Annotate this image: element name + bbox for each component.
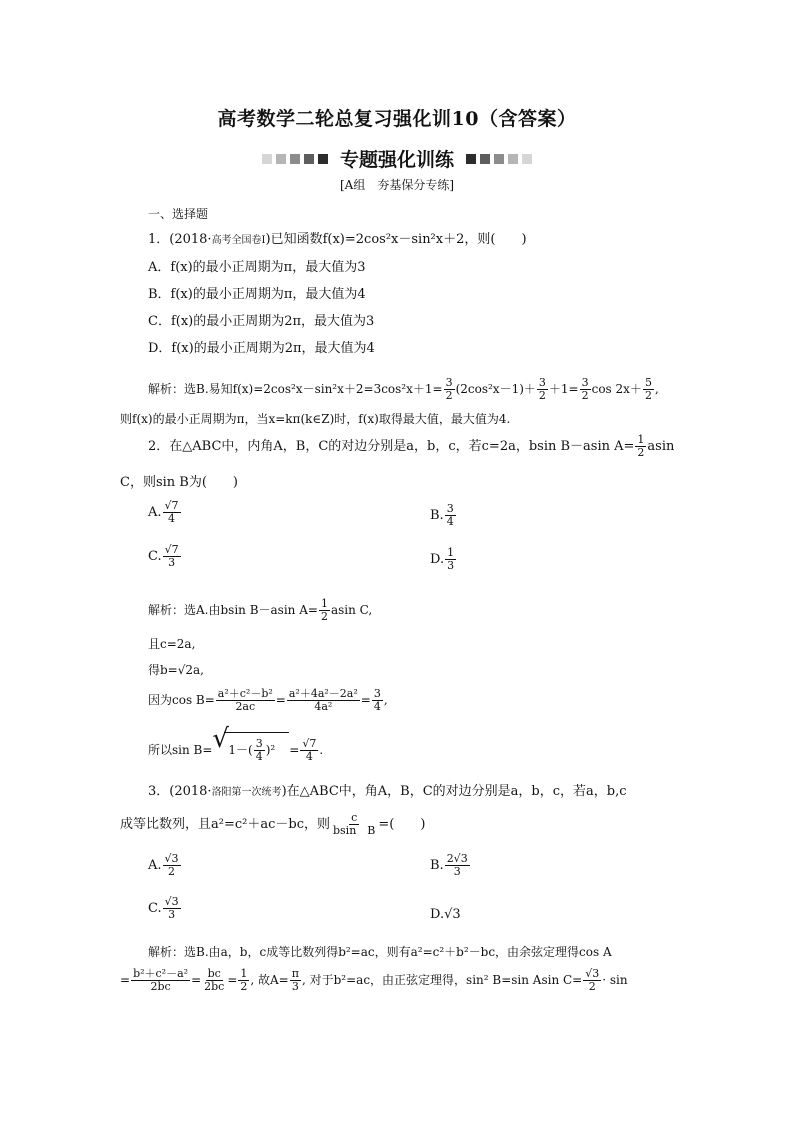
q1-option-c: C．f(x)的最小正周期为2π，最大值为3 xyxy=(148,314,375,329)
q1-option-b: B．f(x)的最小正周期为π，最大值为4 xyxy=(148,287,366,302)
fraction xyxy=(163,500,181,525)
numerator: a²＋4a²－2a² xyxy=(288,687,358,700)
radicand-text: 1－( xyxy=(228,743,253,757)
denominator: 4 xyxy=(446,515,454,528)
fraction xyxy=(163,896,181,921)
fraction xyxy=(445,547,456,572)
question-3-stem xyxy=(148,784,627,801)
group-label: [A组 夯基保分专练] xyxy=(339,178,455,192)
radicand-text: )² xyxy=(265,743,276,757)
fraction xyxy=(202,968,226,993)
q2-sol-text: asin C, xyxy=(330,603,373,617)
denominator: 4a² xyxy=(314,700,333,713)
denominator: 4 xyxy=(305,750,313,763)
q1-sol-text: ＋1= xyxy=(548,382,579,396)
q3-stem-text: )在△ABC中，角A，B，C的对边分别是a，b，c，若a，b,c xyxy=(281,784,627,799)
question-1-stem xyxy=(148,232,527,249)
q1-solution-line-1 xyxy=(148,377,659,402)
denominator: 2bc xyxy=(150,980,171,993)
denominator: bsin B xyxy=(332,824,376,837)
fraction xyxy=(537,377,548,402)
numerator: √3 xyxy=(585,967,600,980)
q3-source: 洛阳第一次统考 xyxy=(211,787,282,798)
q2-option-c xyxy=(148,544,182,569)
numerator: 1 xyxy=(637,433,645,446)
denominator: 2 xyxy=(637,446,645,459)
section-banner xyxy=(0,145,794,172)
fraction xyxy=(319,598,330,623)
q3-stem-text: =( ) xyxy=(378,817,426,832)
q1-solution-line-2: 则f(x)的最小正周期为π，当x=kπ(k∈Z)时，f(x)取得最大值，最大值为4. xyxy=(120,412,511,426)
numerator: 2√3 xyxy=(446,852,468,865)
numerator: b²＋c²－a² xyxy=(133,967,189,980)
q3-option-c xyxy=(148,896,182,921)
q1-sol-text: cos 2x＋ xyxy=(591,382,642,396)
denominator: 2 xyxy=(168,865,176,878)
numerator: 1 xyxy=(320,597,328,610)
question-2-stem xyxy=(148,434,674,459)
option-letter: A. xyxy=(148,858,162,873)
q3-stem-prefix: 3．(2018· xyxy=(148,784,212,799)
q2-solution-line-5 xyxy=(148,724,324,765)
q1-option-a: A．f(x)的最小正周期为π，最大值为3 xyxy=(148,260,366,275)
radical-icon: √ xyxy=(212,724,229,754)
denominator: 4 xyxy=(255,750,263,763)
denominator: 3 xyxy=(291,980,299,993)
denominator: 2 xyxy=(644,389,652,402)
radicand xyxy=(224,732,289,765)
fraction xyxy=(580,377,591,402)
q2-sol-text: = xyxy=(289,743,300,757)
denominator: 2 xyxy=(320,610,328,623)
q2-solution-line-4: 因为cos B= $\frac{\text{a²＋c²－b²}}{2ac}$ = $\frac{\text{a²＋4a²－2a²}}{\text{4a²}}$ = $\frac{3}{4}$ , xyxy=(148,687,388,713)
banner-square-icon xyxy=(304,154,314,164)
fraction xyxy=(445,853,470,878)
numerator: √7 xyxy=(164,499,179,512)
numerator: √7 xyxy=(302,737,317,750)
q2-stem-text: asin xyxy=(647,439,675,454)
fraction xyxy=(635,434,646,459)
banner-square-icon xyxy=(318,154,328,164)
numerator: √3 xyxy=(164,895,179,908)
q1-stem-text: )已知函数f(x)=2cos²x－sin²x＋2，则( ) xyxy=(265,232,527,247)
fraction xyxy=(287,688,360,713)
q1-sol-text: , xyxy=(654,382,659,396)
q3-sol-text: , 故A= xyxy=(250,973,289,987)
q3-solution-line-1: 解析：选B.由a，b，c成等比数列得b²=ac，则有a²=c²＋b²－bc，由余弦定理得cos A xyxy=(148,945,612,959)
q1-source: 高考全国卷Ⅰ xyxy=(211,235,266,246)
q1-sol-text: (2cos²x－1)＋ xyxy=(455,382,536,396)
q2-sol-text: 因为cos B= xyxy=(148,693,215,707)
denominator: 3 xyxy=(447,559,455,572)
fraction xyxy=(238,968,249,993)
denominator: 4 xyxy=(373,700,381,713)
numerator: 3 xyxy=(373,687,381,700)
denominator: 4 xyxy=(168,512,176,525)
numerator: c xyxy=(351,811,358,824)
numerator: 3 xyxy=(538,376,546,389)
fraction xyxy=(163,544,181,569)
option-letter: C. xyxy=(148,549,162,564)
numerator: bc xyxy=(207,967,221,980)
banner-square-icon xyxy=(494,154,504,164)
denominator: 3 xyxy=(168,908,176,921)
q2-solution-line-2: 且c=2a, xyxy=(148,637,196,651)
banner-square-icon xyxy=(276,154,286,164)
fraction xyxy=(216,688,275,713)
section-heading: 一、选择题 xyxy=(148,207,209,221)
q3-option-b xyxy=(430,853,471,878)
fraction xyxy=(583,968,601,993)
fraction xyxy=(331,812,377,837)
numerator: 1 xyxy=(447,546,455,559)
banner-title: 专题强化训练 xyxy=(339,149,454,171)
numerator: 5 xyxy=(644,376,652,389)
q1-option-d: D．f(x)的最小正周期为2π，最大值为4 xyxy=(148,341,375,356)
denominator: 2 xyxy=(240,980,248,993)
fraction xyxy=(254,738,265,763)
fraction xyxy=(372,688,383,713)
q2-sol-text: 解析：选A.由bsin B－asin A= xyxy=(148,603,318,617)
q3-sol-text: , 对于b²=ac，由正弦定理得，sin² B=sin Asin C= xyxy=(301,973,583,987)
q2-stem-text: 2．在△ABC中，内角A，B，C的对边分别是a，b，c，若c=2a，bsin B－asin A= xyxy=(148,439,635,454)
document-title: 高考数学二轮总复习强化训10（含答案） xyxy=(217,108,577,130)
q3-sol-text: = xyxy=(120,973,131,987)
option-letter: B. xyxy=(430,508,444,523)
denominator: 2 xyxy=(445,389,453,402)
option-letter: B. xyxy=(430,858,444,873)
q2-sol-text: 所以sin B= xyxy=(148,743,213,757)
numerator: π xyxy=(291,967,299,980)
numerator: 3 xyxy=(446,502,454,515)
fraction xyxy=(445,503,456,528)
numerator: √7 xyxy=(164,543,179,556)
question-2-stem-cont: C，则sin B为( ) xyxy=(120,475,238,490)
denominator: 3 xyxy=(453,865,461,878)
q2-solution-line-1 xyxy=(148,598,372,623)
denominator: 3 xyxy=(168,556,176,569)
numerator: √3 xyxy=(164,852,179,865)
denominator: 2ac xyxy=(235,700,256,713)
banner-square-icon xyxy=(480,154,490,164)
banner-square-icon xyxy=(508,154,518,164)
question-3-stem-cont xyxy=(120,812,425,837)
q3-stem-text: 成等比数列，且a²=c²＋ac－bc，则 xyxy=(120,817,330,832)
fraction xyxy=(300,738,318,763)
numerator: a²＋c²－b² xyxy=(217,687,273,700)
q2-sol-text: . xyxy=(319,743,324,757)
banner-square-icon xyxy=(262,154,272,164)
q1-stem-prefix: 1．(2018· xyxy=(148,232,212,247)
option-letter: D. xyxy=(430,552,445,567)
sqrt-expression xyxy=(212,724,289,765)
q3-solution-line-2: = $\frac{\text{b²＋c²－a²}}{2bc}$ = $\frac{bc}{2bc}$ = $\frac{1}{2}$ , 故A= $\frac{\pi}{3}$ , 对于b²=ac，由正弦定理得，sin² B=sin Asin C= $\frac{√3}{2}$ · sin xyxy=(120,967,628,993)
banner-square-icon xyxy=(290,154,300,164)
banner-square-icon xyxy=(466,154,476,164)
q3-option-d: D.√3 xyxy=(430,907,461,922)
q1-sol-text: 解析：选B.易知f(x)=2cos²x－sin²x＋2=3cos²x＋1= xyxy=(148,382,443,396)
numerator: 3 xyxy=(581,376,589,389)
numerator: 1 xyxy=(240,967,248,980)
q3-option-a xyxy=(148,853,182,878)
fraction xyxy=(131,968,190,993)
q2-option-a xyxy=(148,500,182,525)
denominator: 2 xyxy=(538,389,546,402)
fraction xyxy=(444,377,455,402)
q3-sol-text: · sin xyxy=(602,973,628,987)
fraction xyxy=(643,377,654,402)
q2-option-b xyxy=(430,503,457,528)
fraction xyxy=(163,853,181,878)
denominator: 2 xyxy=(581,389,589,402)
fraction xyxy=(290,968,301,993)
numerator: 3 xyxy=(445,376,453,389)
numerator: 3 xyxy=(255,737,263,750)
denominator: 2bc xyxy=(204,980,225,993)
q2-option-d xyxy=(430,547,457,572)
q2-solution-line-3: 得b=√2a, xyxy=(148,663,204,677)
denominator: 2 xyxy=(588,980,596,993)
option-letter: C. xyxy=(148,901,162,916)
option-letter: A. xyxy=(148,505,162,520)
banner-square-icon xyxy=(522,154,532,164)
